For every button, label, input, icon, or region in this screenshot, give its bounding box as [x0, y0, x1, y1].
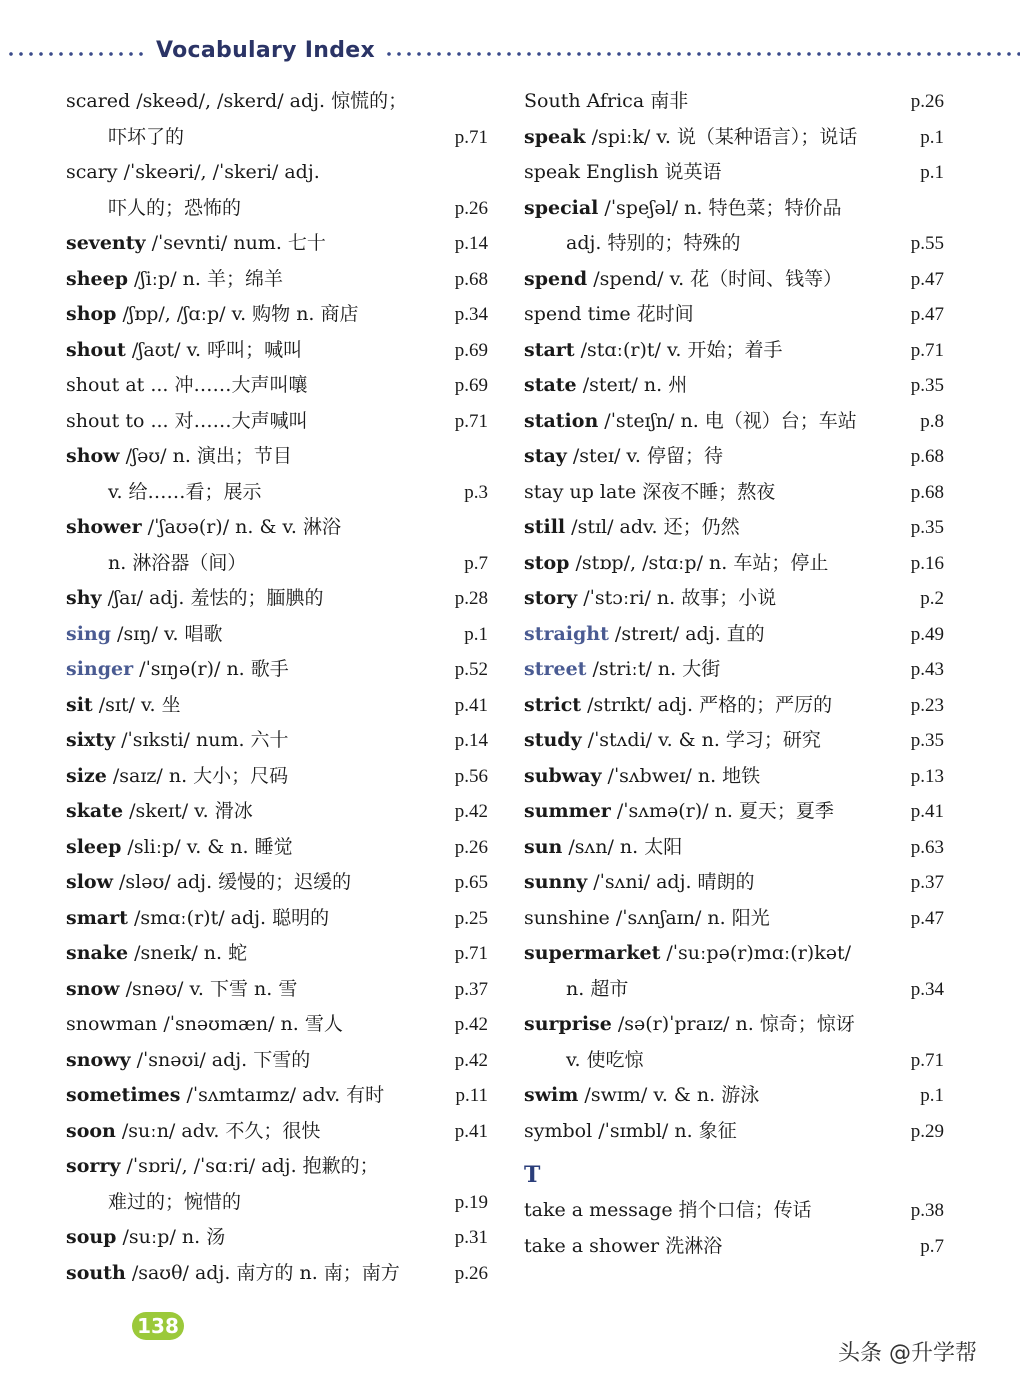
vocab-entry	[524, 120, 948, 156]
vocab-entry	[66, 1043, 492, 1079]
page-reference: p.42	[454, 1049, 488, 1071]
vocab-entry	[66, 794, 492, 830]
headword: sit	[66, 693, 93, 716]
page-reference: p.49	[910, 623, 944, 645]
vocab-entry	[524, 404, 948, 440]
definition: /ˈsteɪʃn/ n. 电（视）台；车站	[598, 409, 857, 432]
definition: /sʌn/ n. 太阳	[562, 835, 683, 858]
vocab-entry	[66, 652, 492, 688]
headword: take a message	[524, 1199, 673, 1221]
page-reference: p.2	[920, 588, 944, 609]
vocab-entry	[66, 759, 492, 795]
headword: sunny	[524, 871, 588, 893]
definition: /ˈsɪmbl/ n. 象征	[592, 1119, 737, 1142]
vocab-entry	[524, 439, 948, 475]
definition: /suːp/ n. 汤	[116, 1226, 226, 1248]
headword: shout	[66, 338, 126, 361]
headword: stay	[524, 445, 567, 467]
headword: slow	[66, 871, 113, 893]
definition: /sneɪk/ n. 蛇	[128, 942, 248, 964]
headword: study	[524, 729, 582, 751]
page-reference: p.29	[910, 1120, 944, 1142]
vocab-entry	[66, 1220, 492, 1256]
vocab-entry	[524, 723, 948, 759]
vocab-entry	[66, 972, 492, 1008]
vocab-entry	[524, 936, 948, 972]
page-reference: p.19	[454, 1191, 488, 1213]
page-reference: p.69	[454, 375, 488, 396]
vocab-entry	[66, 723, 492, 759]
definition: /ˈsevnti/ num. 七十	[145, 232, 326, 254]
page-reference: p.63	[910, 836, 944, 858]
vocab-entry	[524, 1114, 948, 1150]
definition: /sɪŋ/ v. 唱歌	[111, 622, 223, 645]
definition: /ʃəʊ/ n. 演出；节目	[119, 445, 292, 467]
headword: sun	[524, 835, 563, 858]
definition: /saʊθ/ adj. 南方的 n. 南；南方	[125, 1261, 400, 1284]
definition: v. 给……看；展示	[108, 480, 262, 503]
vocab-entry	[66, 688, 492, 724]
definition: /striːt/ n. 大街	[586, 658, 721, 680]
definition: /sə(r)ˈpraɪz/ n. 惊奇；惊讶	[611, 1013, 855, 1035]
page-reference: p.35	[910, 730, 944, 751]
page-reference: p.47	[910, 304, 944, 325]
definition: /skeəd/, /skerd/ adj. 惊慌的；	[130, 90, 408, 112]
page-reference: p.43	[910, 659, 944, 680]
definition: /skeɪt/ v. 滑冰	[123, 800, 253, 822]
headword: sometimes	[66, 1084, 181, 1106]
definition: /ʃɒp/, /ʃɑːp/ v. 购物 n. 商店	[116, 303, 359, 325]
definition: 深夜不睡；熬夜	[636, 480, 776, 503]
headword: sunshine	[524, 906, 610, 929]
left-column	[66, 84, 492, 1291]
headword: special	[524, 196, 599, 219]
definition: /ˈsʌmə(r)/ n. 夏天；夏季	[610, 800, 834, 822]
page-reference: p.55	[910, 233, 944, 254]
dotted-rule-right	[384, 52, 1020, 56]
page-reference: p.71	[454, 943, 488, 964]
headword: speak	[524, 125, 586, 148]
vocab-entry	[524, 581, 948, 617]
vocab-entry	[524, 155, 948, 191]
definition: /sɪt/ v. 坐	[92, 693, 181, 716]
header-bar	[0, 36, 1024, 72]
definition: 捎个口信；传话	[672, 1199, 812, 1221]
headword: sorry	[66, 1155, 121, 1177]
vocab-entry	[524, 794, 948, 830]
definition: adj. 特别的；特殊的	[566, 232, 741, 254]
headword: stay up late	[524, 480, 637, 503]
headword: show	[66, 445, 120, 467]
definition: /smɑː(r)t/ adj. 聪明的	[127, 906, 330, 929]
page-reference: p.26	[454, 1262, 488, 1284]
page-reference: p.69	[454, 339, 488, 361]
vocab-entry	[66, 475, 492, 511]
definition: /snəʊ/ v. 下雪 n. 雪	[119, 977, 298, 1000]
page-reference: p.35	[910, 375, 944, 396]
page-reference: p.1	[464, 623, 488, 645]
vocab-entry	[524, 546, 948, 582]
headword: sleep	[66, 835, 122, 858]
page-reference: p.47	[910, 268, 944, 290]
headword: shout at ...	[66, 374, 169, 396]
definition: /sliːp/ v. & n. 睡觉	[121, 835, 293, 858]
headword: summer	[524, 800, 611, 822]
watermark: 头条 @升学帮	[838, 1341, 977, 1366]
vocab-entry	[524, 688, 948, 724]
page-reference: p.23	[910, 694, 944, 716]
vocab-entry	[66, 510, 492, 546]
headword: take a shower	[524, 1234, 660, 1257]
headword: station	[524, 409, 599, 432]
page-reference: p.34	[454, 304, 488, 325]
page-reference: p.1	[920, 126, 944, 148]
vocab-entry	[66, 830, 492, 866]
page-reference: p.8	[920, 410, 944, 432]
vocab-entry	[524, 226, 948, 262]
vocab-entry	[66, 617, 492, 653]
definition: /steɪ/ v. 停留；待	[566, 445, 723, 467]
definition: 吓人的；恐怖的	[108, 196, 242, 219]
definition: /ˈsuːpə(r)mɑː(r)kət/	[660, 942, 852, 964]
vocab-entry	[524, 262, 948, 298]
page-reference: p.3	[464, 481, 488, 503]
vocab-entry	[66, 1114, 492, 1150]
page-reference: p.47	[910, 907, 944, 929]
page-reference: p.37	[910, 872, 944, 893]
headword: snow	[66, 977, 120, 1000]
page-reference: p.26	[454, 836, 488, 858]
vocab-entry	[524, 652, 948, 688]
definition: /stɑː(r)t/ v. 开始；着手	[574, 338, 783, 361]
definition: /ˈsɒri/, /ˈsɑːri/ adj. 抱歉的；	[120, 1155, 379, 1177]
page-reference: p.11	[455, 1085, 488, 1106]
vocab-entry	[524, 1043, 948, 1079]
vocab-entry	[524, 1193, 948, 1229]
vocab-entry	[66, 84, 492, 120]
vocab-entry	[66, 865, 492, 901]
vocab-entry	[66, 297, 492, 333]
page-reference: p.71	[454, 410, 488, 432]
headword: scared	[66, 90, 131, 112]
headword: sing	[66, 622, 112, 645]
page-reference: p.68	[910, 481, 944, 503]
vocab-entry	[524, 865, 948, 901]
definition: 南非	[644, 90, 689, 112]
page-reference: p.1	[920, 1085, 944, 1106]
vocab-entry	[66, 1149, 492, 1185]
page-reference: p.16	[910, 552, 944, 574]
page-reference: p.35	[910, 517, 944, 538]
vocab-entry	[66, 1007, 492, 1043]
page-reference: p.42	[454, 1014, 488, 1035]
vocab-entry	[524, 1007, 948, 1043]
page-reference: p.41	[910, 801, 944, 822]
definition: /ˈstɔːri/ n. 故事；小说	[577, 587, 777, 609]
definition: /ˈsʌni/ adj. 晴朗的	[587, 871, 755, 893]
vocab-entry	[524, 830, 948, 866]
page-reference: p.65	[454, 872, 488, 893]
definition: /spend/ v. 花（时间、钱等）	[587, 267, 843, 290]
right-column	[524, 84, 948, 1264]
vocab-entry	[66, 581, 492, 617]
definition: /ˈsnəʊmæn/ n. 雪人	[157, 1013, 343, 1035]
vocab-entry	[66, 368, 492, 404]
vocab-entry	[66, 155, 492, 191]
page-reference: p.28	[454, 588, 488, 609]
definition: /ˈskeəri/, /ˈskeri/ adj.	[117, 161, 320, 183]
definition: /ˈspeʃəl/ n. 特色菜；特价品	[598, 196, 842, 219]
definition: /ˈsɪksti/ num. 六十	[115, 729, 289, 751]
vocab-entry	[66, 1078, 492, 1114]
headword: symbol	[524, 1119, 593, 1142]
vocab-entry	[524, 368, 948, 404]
definition: /suːn/ adv. 不久；很快	[115, 1119, 321, 1142]
definition: /ʃiːp/ n. 羊；绵羊	[127, 267, 283, 290]
page-reference: p.56	[454, 765, 488, 787]
page-reference: p.52	[454, 659, 488, 680]
headword: speak English	[524, 161, 659, 183]
vocab-entry	[524, 1229, 948, 1265]
page-reference: p.7	[464, 552, 488, 574]
vocab-entry	[66, 901, 492, 937]
vocab-entry	[66, 1185, 492, 1221]
vocab-entry	[66, 333, 492, 369]
definition: 对……大声喊叫	[168, 409, 308, 432]
vocab-entry	[524, 191, 948, 227]
headword: strict	[524, 693, 582, 716]
headword: start	[524, 338, 575, 361]
vocab-entry	[524, 972, 948, 1008]
definition: 花时间	[630, 303, 694, 325]
page-title: Vocabulary Index	[156, 38, 375, 63]
vocab-entry	[524, 510, 948, 546]
page-reference: p.13	[910, 765, 944, 787]
page-reference: p.14	[454, 233, 488, 254]
headword: shop	[66, 303, 117, 325]
definition: /stɪl/ adv. 还；仍然	[565, 516, 740, 538]
headword: swim	[524, 1084, 579, 1106]
vocab-entry	[524, 333, 948, 369]
headword: snowman	[66, 1013, 158, 1035]
page-reference: p.68	[910, 446, 944, 467]
definition: /saɪz/ n. 大小；尺码	[106, 764, 289, 787]
definition: 吓坏了的	[108, 125, 185, 148]
definition: /ˈsnəʊi/ adj. 下雪的	[130, 1048, 311, 1071]
definition: /steɪt/ n. 州	[576, 374, 688, 396]
headword: street	[524, 658, 587, 680]
page-number-badge: 138	[132, 1312, 184, 1340]
definition: n. 超市	[566, 977, 629, 1000]
headword: state	[524, 374, 577, 396]
vocab-entry	[524, 475, 948, 511]
definition: /ˈstʌdi/ v. & n. 学习；研究	[581, 729, 821, 751]
vocab-entry	[66, 439, 492, 475]
vocab-entry	[524, 617, 948, 653]
definition: n. 淋浴器（间）	[108, 551, 247, 574]
definition: /ˈsʌbweɪ/ n. 地铁	[601, 764, 761, 787]
headword: spend time	[524, 303, 631, 325]
page-reference: p.14	[454, 730, 488, 751]
vocab-entry	[66, 546, 492, 582]
page-reference: p.71	[454, 126, 488, 148]
vocab-entry	[524, 759, 948, 795]
vocab-entry	[524, 297, 948, 333]
page-reference: p.7	[920, 1235, 944, 1257]
headword: stop	[524, 551, 570, 574]
definition: /ˈʃaʊə(r)/ n. & v. 淋浴	[141, 516, 341, 538]
headword: South Africa	[524, 90, 645, 112]
vocab-entry	[66, 226, 492, 262]
headword: snowy	[66, 1048, 131, 1071]
section-letter: T	[524, 1162, 541, 1188]
page-reference: p.34	[910, 978, 944, 1000]
headword: soup	[66, 1226, 117, 1248]
headword: south	[66, 1261, 126, 1284]
headword: size	[66, 764, 107, 787]
headword: singer	[66, 658, 134, 680]
definition: /stɒp/, /stɑːp/ n. 车站；停止	[569, 551, 829, 574]
vocab-entry	[66, 191, 492, 227]
page-reference: p.71	[910, 1049, 944, 1071]
page-reference: p.68	[454, 268, 488, 290]
headword: straight	[524, 622, 609, 645]
definition: /ʃaɪ/ adj. 羞怯的；腼腆的	[101, 587, 324, 609]
page-reference: p.42	[454, 801, 488, 822]
page-reference: p.41	[454, 1120, 488, 1142]
definition: 难过的；惋惜的	[108, 1190, 242, 1213]
definition: /strɪkt/ adj. 严格的；严厉的	[581, 693, 833, 716]
definition: /ˈsʌmtaɪmz/ adv. 有时	[180, 1084, 385, 1106]
definition: 说英语	[658, 161, 722, 183]
page-reference: p.38	[910, 1200, 944, 1221]
vocab-entry	[524, 901, 948, 937]
headword: shower	[66, 516, 142, 538]
headword: snake	[66, 942, 129, 964]
headword: spend	[524, 267, 588, 290]
page-reference: p.26	[454, 197, 488, 219]
vocab-entry	[66, 1256, 492, 1292]
headword: skate	[66, 800, 124, 822]
page-reference: p.71	[910, 339, 944, 361]
headword: shout to ...	[66, 409, 169, 432]
definition: /sləʊ/ adj. 缓慢的；迟缓的	[112, 871, 352, 893]
page-reference: p.31	[454, 1227, 488, 1248]
page-reference: p.41	[454, 694, 488, 716]
headword: subway	[524, 764, 602, 787]
vocab-entry	[524, 1078, 948, 1114]
page-reference: p.26	[910, 91, 944, 112]
definition: 冲……大声叫嚷	[168, 374, 308, 396]
page-reference: p.25	[454, 907, 488, 929]
dotted-rule-left	[6, 52, 144, 56]
vocab-entry	[66, 262, 492, 298]
definition: /swɪm/ v. & n. 游泳	[578, 1084, 760, 1106]
definition: 洗淋浴	[659, 1234, 723, 1257]
headword: story	[524, 587, 578, 609]
headword: seventy	[66, 232, 146, 254]
headword: shy	[66, 587, 102, 609]
definition: /ˈsɪŋə(r)/ n. 歌手	[133, 658, 289, 680]
page-reference: p.1	[920, 162, 944, 183]
definition: /ˈsʌnʃaɪn/ n. 阳光	[609, 906, 770, 929]
headword: surprise	[524, 1013, 612, 1035]
vocab-entry	[66, 936, 492, 972]
vocab-entry	[524, 84, 948, 120]
headword: sixty	[66, 729, 116, 751]
definition: v. 使吃惊	[566, 1048, 644, 1071]
vocab-entry	[66, 120, 492, 156]
headword: sheep	[66, 267, 128, 290]
vocab-entry	[66, 404, 492, 440]
headword: soon	[66, 1119, 116, 1142]
headword: scary	[66, 161, 118, 183]
definition: /streɪt/ adj. 直的	[608, 622, 765, 645]
definition: /spiːk/ v. 说（某种语言）；说话	[585, 125, 858, 148]
definition: /ʃaʊt/ v. 呼叫；喊叫	[125, 338, 303, 361]
page-reference: p.37	[454, 978, 488, 1000]
headword: supermarket	[524, 942, 661, 964]
headword: still	[524, 516, 566, 538]
headword: smart	[66, 906, 128, 929]
